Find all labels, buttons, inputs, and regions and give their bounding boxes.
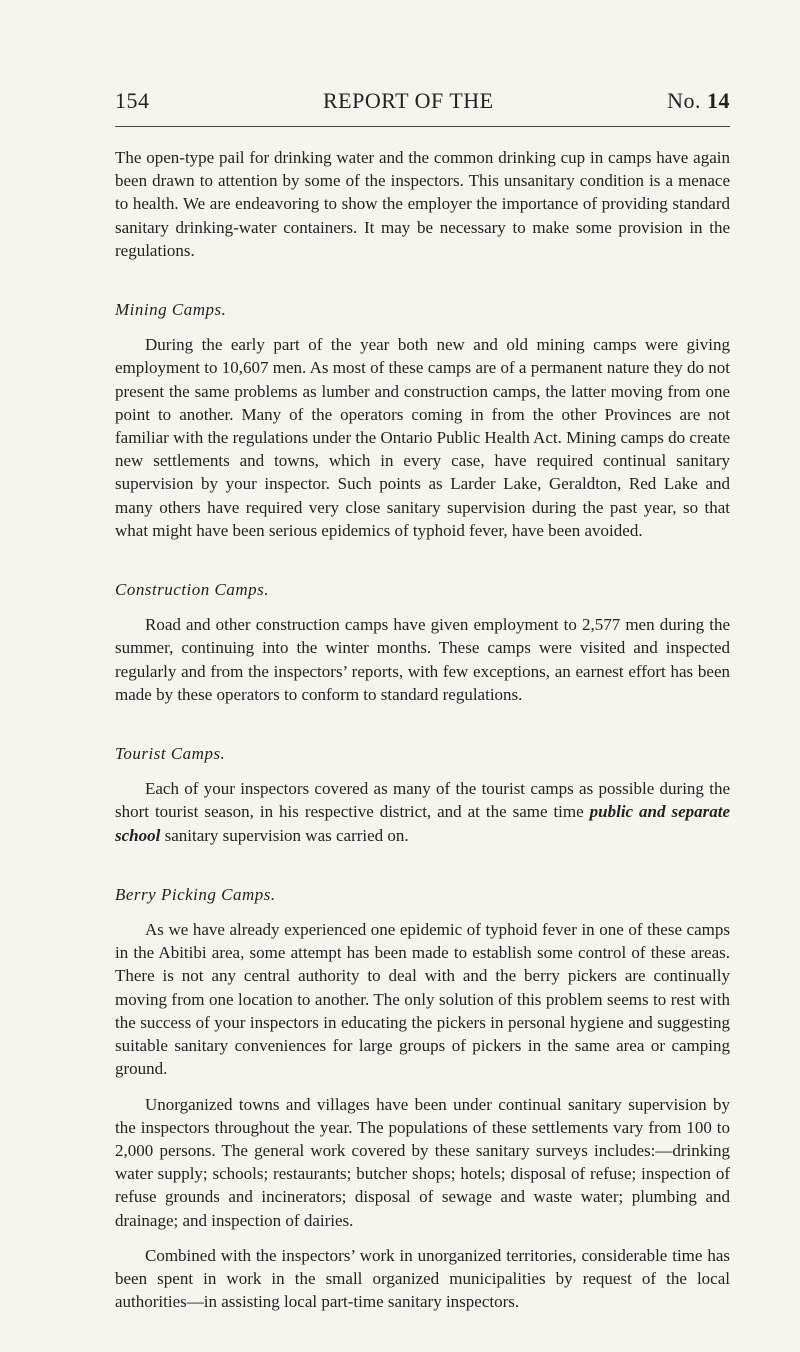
paragraph-unorganized-towns: Unorganized towns and villages have been under continual sanitary supervision by the inspectors throughout the year. The populations of these settlements vary from 100 to 2,000 persons. The general work covered by these sanitary surveys includes:—drinking water supply; schools; restaurants; butcher shops; hotels; disposal of refuse; inspection of refuse grounds and incinerators; disposal of sewage and waste water; plumbing and drainage; and inspection of dairies. (115, 1094, 730, 1230)
tourist-emphasis: public and separate school (115, 802, 730, 845)
tourist-text-after: sanitary supervision was carried on. (160, 825, 409, 845)
page-number: 154 (115, 88, 150, 113)
paragraph-tourist-camps (115, 777, 730, 847)
issue-number: 14 (706, 88, 730, 113)
running-title: REPORT OF THE (322, 88, 494, 113)
paragraph-combined-work: Combined with the inspectors’ work in unorganized territories, considerable time has been spent in work in the small organized municipalities by request of the local authorities—in assisting local part-time sanitary inspectors. (115, 1245, 730, 1312)
tourist-text-before: Each of your inspectors covered as many of the tourist camps as possible during the short tourist season, in his respective district, and at the same time (115, 779, 730, 822)
paragraph-berry-picking-camps: As we have already experienced one epidemic of typhoid fever in one of these camps in the Abitibi area, some attempt has been made to establish some control of these areas. There is not any central authority to deal with and the berry pickers are continually moving from one location to another. The only solution of this problem seems to rest with the success of your inspectors in educating the pickers in personal hygiene and suggesting suitable sanitary conveniences for large groups of pickers in the same area or camping ground. (115, 920, 730, 1079)
issue-prefix: No. (667, 88, 701, 113)
heading-construction-camps: Construction Camps. (115, 580, 270, 600)
paragraph-mining-camps: During the early part of the year both new and old mining camps were giving employment to 10,607 men. As most of these camps are of a permanent nature they do not present the same problems as lumber and construction camps, the latter moving from one point to another. Many of the operators coming in from the other Provinces are not familiar with the regulations under the Ontario Public Health Act. Mining camps do create new settlements and towns, which in every case, have required continual sanitary supervision by your inspector. Such points as Larder Lake, Geraldton, Red Lake and many others have required very close sanitary supervision during the past year, so that what might have been serious epidemics of typhoid fever, have been avoided. (115, 335, 730, 540)
page-body (115, 146, 730, 1313)
page-header (115, 88, 730, 114)
heading-berry-picking-camps: Berry Picking Camps. (115, 884, 276, 904)
heading-tourist-camps: Tourist Camps. (115, 744, 226, 764)
intro-paragraph: The open-type pail for drinking water and the common drinking cup in camps have again been drawn to attention by some of the inspectors. This unsanitary condition is a menace to health. We are endeavoring to show the employer the importance of providing standard sanitary drinking-water containers. It may be necessary to make some provision in the regulations. (115, 148, 730, 260)
paragraph-construction-camps: Road and other construction camps have given employment to 2,577 men during the summer, continuing into the winter months. These camps were visited and inspected regularly and from the inspectors’ reports, with few exceptions, an earnest effort has been made by these operators to conform to standard regulations. (115, 615, 730, 704)
heading-mining-camps: Mining Camps. (115, 300, 227, 320)
header-rule (115, 126, 730, 127)
issue-label (667, 88, 730, 114)
